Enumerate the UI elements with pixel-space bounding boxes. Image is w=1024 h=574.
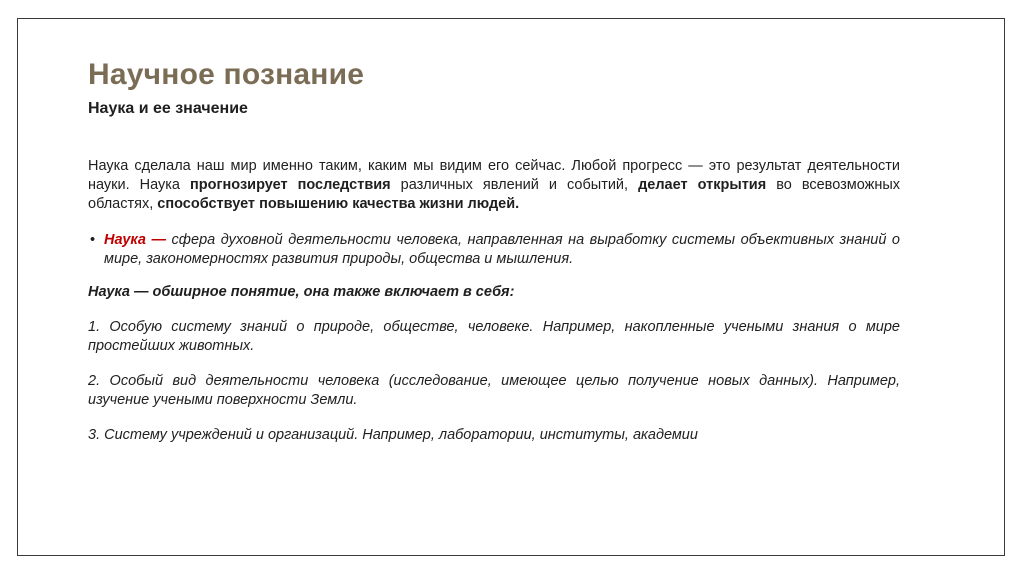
definition-text: сфера духовной деятельности человека, направленная на выработку системы объективных знаний о мире, закономерностях развития природы, общества и мышления.	[104, 232, 901, 267]
intro-bold-2: делает открытия	[638, 177, 767, 193]
definition-term: Наука —	[104, 232, 167, 248]
intro-text-2: различных явлений и событий,	[390, 177, 639, 193]
list-item: 2. Особый вид деятельности человека (исследование, имеющее целью получение новых данных). Например, изучение учеными поверхности Земли.	[88, 373, 900, 408]
slide-content	[88, 157, 900, 445]
page-subtitle: Наука и ее значение	[88, 100, 248, 117]
bullet-dot-icon: •	[90, 232, 96, 248]
intro-text-1: Наука сделала наш мир именно таким, каким мы видим его сейчас. Любой прогресс — это результат деятельности науки. Наука	[88, 158, 900, 193]
list-item: 1. Особую систему знаний о природе, обществе, человеке. Например, накопленные учеными знания о мире простейших животных.	[88, 319, 900, 354]
intro-bold-3: способствует повышению качества жизни людей.	[157, 196, 520, 212]
list-item: 3. Систему учреждений и организаций. Например, лаборатории, институты, академии	[88, 427, 698, 443]
definition-bullet	[88, 231, 900, 269]
intro-text-3: во всевозможных областях,	[88, 177, 901, 212]
page-title: Научное познание	[88, 58, 365, 91]
intro-paragraph	[88, 157, 900, 214]
list-heading: Наука — обширное понятие, она также включает в себя:	[88, 284, 515, 300]
intro-bold-1: прогнозирует последствия	[190, 177, 391, 193]
